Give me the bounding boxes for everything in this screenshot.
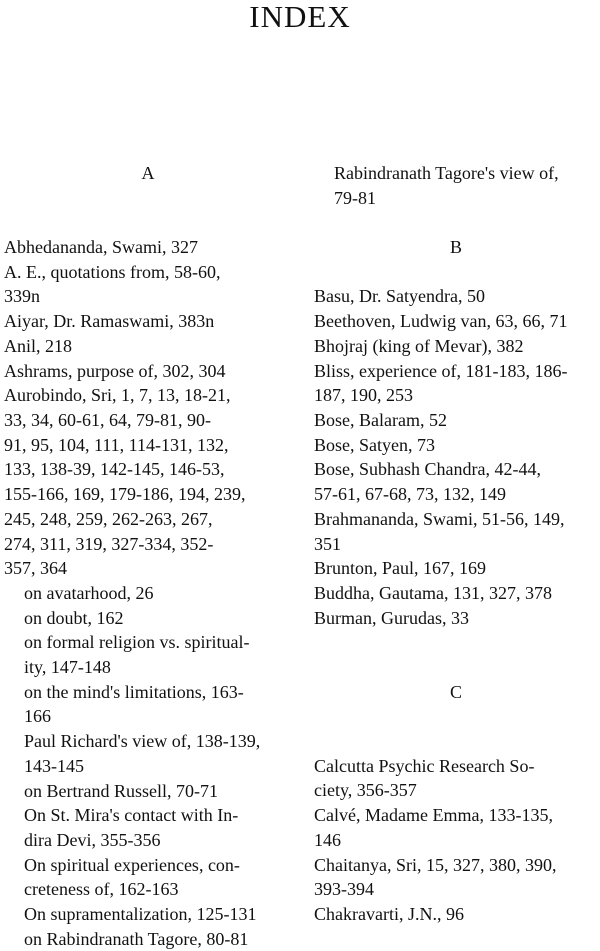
index-entry <box>314 408 598 433</box>
index-entry <box>314 803 598 852</box>
index-subentry <box>4 927 292 951</box>
entry-line: A. E., quotations from, 58-60, <box>4 261 221 282</box>
entry-line: On spiritual experiences, con- <box>24 854 240 875</box>
index-entry <box>314 853 598 902</box>
entry-line: Burman, Gurudas, 33 <box>314 607 469 628</box>
page-title: INDEX <box>249 0 351 34</box>
entry-line: Bose, Subhash Chandra, 42-44, <box>314 459 541 480</box>
index-entry <box>4 334 292 359</box>
entry-line: Rabindranath Tagore's view of, <box>334 163 559 183</box>
entry-line: Bhojraj (king of Mevar), 382 <box>314 335 524 356</box>
index-subentry <box>4 803 292 852</box>
index-entry <box>4 309 292 334</box>
entry-line: Beethoven, Ludwig van, 63, 66, 71 <box>314 311 568 332</box>
entry-line: On supramentalization, 125-131 <box>24 904 257 925</box>
index-entry <box>314 507 598 556</box>
section-spacer <box>314 210 598 235</box>
entry-line: Calvé, Madame Emma, 133-135, <box>314 805 553 826</box>
index-subentry <box>4 680 292 729</box>
entry-line: 143-145 <box>24 755 84 776</box>
section-letter-a: A <box>141 163 155 183</box>
entry-line: 91, 95, 104, 111, 114-131, 132, <box>4 434 229 455</box>
entry-line: Buddha, Gautama, 131, 327, 378 <box>314 582 552 603</box>
entry-line: dira Devi, 355-356 <box>24 829 161 850</box>
entry-line: ity, 147-148 <box>24 657 111 678</box>
index-entry <box>314 334 598 359</box>
entry-line: 393-394 <box>314 879 374 900</box>
index-entry <box>314 359 598 408</box>
entry-line: 57-61, 67-68, 73, 132, 149 <box>314 484 506 505</box>
index-entry <box>314 581 598 606</box>
entry-line: 351 <box>314 533 341 554</box>
index-entry <box>4 235 292 260</box>
entry-line: 33, 34, 60-61, 64, 79-81, 90- <box>4 410 211 430</box>
section-spacer <box>314 260 598 285</box>
index-entry <box>4 260 292 309</box>
index-subentry <box>4 581 292 606</box>
entry-line: on avatarhood, 26 <box>24 582 154 603</box>
entry-line: on Rabindranath Tagore, 80-81 <box>24 928 249 949</box>
entry-line: creteness of, 162-163 <box>24 879 179 900</box>
entry-line: Ashrams, purpose of, 302, 304 <box>4 360 226 381</box>
entry-line: 274, 311, 319, 327-334, 352- <box>4 533 214 554</box>
section-spacer <box>314 630 598 679</box>
index-subentry <box>314 161 598 210</box>
entry-line: 357, 364 <box>4 558 67 579</box>
entry-line: Basu, Dr. Satyendra, 50 <box>314 286 485 307</box>
entry-line: 155-166, 169, 179-186, 194, 239, <box>4 484 246 505</box>
entry-line: Paul Richard's view of, 138-139, <box>24 731 261 752</box>
index-subentry <box>4 902 292 927</box>
entry-line: Chakravarti, J.N., 96 <box>314 904 464 924</box>
section-spacer <box>4 186 292 235</box>
index-subentry <box>4 630 292 679</box>
entry-line: Bose, Satyen, 73 <box>314 434 435 455</box>
left-entry-list <box>4 235 292 951</box>
entry-line: 166 <box>24 706 51 727</box>
index-entry <box>314 457 598 506</box>
entry-line: Bose, Balaram, 52 <box>314 409 447 430</box>
index-entry <box>314 284 598 309</box>
entry-line: 187, 190, 253 <box>314 385 413 406</box>
right-column <box>314 161 598 927</box>
entry-line: Chaitanya, Sri, 15, 327, 380, 390, <box>314 854 557 875</box>
entry-line: 146 <box>314 829 341 850</box>
entry-line: On St. Mira's contact with In- <box>24 805 239 826</box>
left-column <box>4 161 292 951</box>
entry-line: 245, 248, 259, 262-263, 267, <box>4 508 213 529</box>
index-entry <box>314 606 598 631</box>
entry-line: on formal religion vs. spiritual- <box>24 632 250 653</box>
index-entry <box>314 902 598 927</box>
entry-line: on the mind's limitations, 163- <box>24 681 244 702</box>
entry-line: 339n <box>4 286 40 307</box>
entry-line: Anil, 218 <box>4 335 73 356</box>
entry-line: Calcutta Psychic Research So- <box>314 755 535 776</box>
entry-line: Brunton, Paul, 167, 169 <box>314 558 487 579</box>
index-entry <box>314 556 598 581</box>
entry-line: Abhedananda, Swami, 327 <box>4 237 198 258</box>
right-entry-list-b <box>314 284 598 630</box>
index-subentry <box>4 779 292 804</box>
index-subentry <box>4 729 292 778</box>
entry-line: on doubt, 162 <box>24 607 124 628</box>
entry-line: 133, 138-39, 142-145, 146-53, <box>4 459 225 480</box>
index-subentry <box>4 606 292 631</box>
entry-line: Brahmananda, Swami, 51-56, 149, <box>314 508 565 529</box>
index-entry <box>4 359 292 384</box>
section-spacer <box>314 704 598 753</box>
entry-line: Bliss, experience of, 181-183, 186- <box>314 360 568 381</box>
entry-line: on Bertrand Russell, 70-71 <box>24 780 218 801</box>
entry-line: Aurobindo, Sri, 1, 7, 13, 18-21, <box>4 385 231 406</box>
index-entry <box>314 754 598 803</box>
index-subentry <box>4 853 292 902</box>
section-letter-c: C <box>449 681 462 702</box>
entry-line: 79-81 <box>334 187 376 208</box>
continued-entry-block <box>314 161 598 210</box>
entry-line: Aiyar, Dr. Ramaswami, 383n <box>4 311 215 332</box>
entry-line: ciety, 356-357 <box>314 780 417 801</box>
index-entry <box>4 383 292 581</box>
index-entry <box>314 309 598 334</box>
right-entry-list-c <box>314 754 598 927</box>
index-entry <box>314 433 598 458</box>
section-letter-b: B <box>449 237 462 258</box>
